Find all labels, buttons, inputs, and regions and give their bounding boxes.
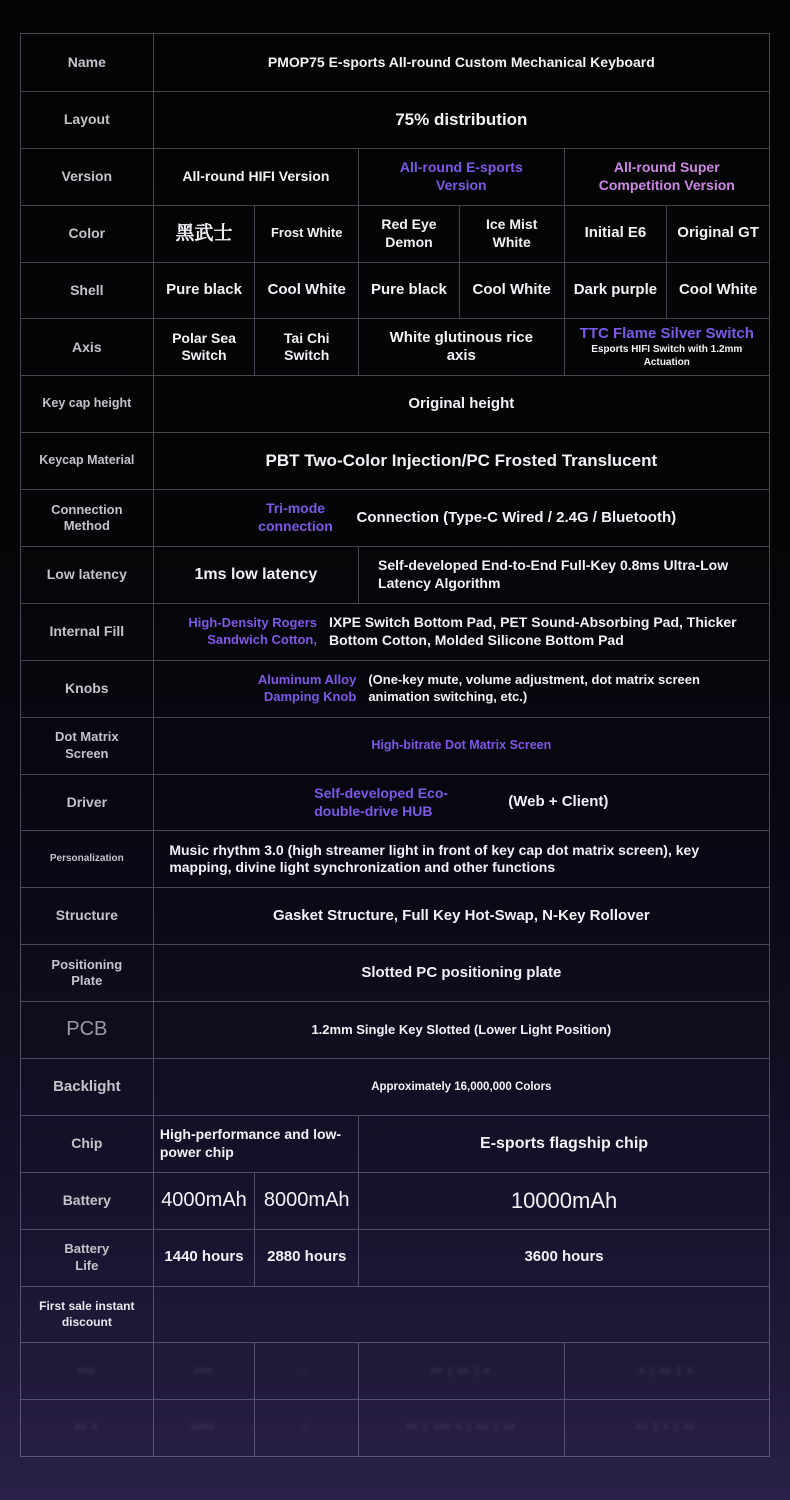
promo2-cell-34-blurred: ▪▪ | ▪▪▪ ▪ | ▪▪ | ▪▪ — [358, 1400, 563, 1456]
connection-text: Connection (Type-C Wired / 2.4G / Bluetooth) — [356, 508, 677, 526]
spec-row-positioning — [21, 944, 769, 1001]
driver-accent: Self-developed Eco-double-drive HUB — [314, 784, 449, 819]
shell-cell-4: Cool White — [459, 263, 564, 319]
row-label-name: Name — [67, 53, 106, 70]
spec-row-shell — [21, 262, 769, 319]
battery-life-cell-1: 1440 hours — [153, 1230, 255, 1286]
axis-cell-2: Tai Chi Switch — [254, 319, 358, 375]
spec-row-keycap-height — [21, 375, 769, 432]
shell-cell-5: Dark purple — [564, 263, 667, 319]
spec-row-driver — [21, 774, 769, 831]
color-cell-4: Ice Mist White — [459, 206, 564, 262]
spec-row-dot-matrix — [21, 717, 769, 774]
color-cell-1: 黑武士 — [153, 206, 255, 262]
knobs-accent: Aluminum Alloy Damping Knob — [257, 672, 357, 704]
shell-cell-6: Cool White — [666, 263, 769, 319]
shell-cell-3: Pure black — [358, 263, 459, 319]
spec-row-battery — [21, 1172, 769, 1229]
spec-row-promo-2 — [21, 1399, 769, 1456]
color-cell-3: Red Eye Demon — [358, 206, 459, 262]
name-value: PMOP75 E-sports All-round Custom Mechanical Keyboard — [153, 34, 769, 91]
row-label-structure: Structure — [55, 907, 118, 924]
row-label-chip: Chip — [71, 1135, 103, 1152]
connection-value — [153, 490, 769, 546]
spec-row-connection — [21, 489, 769, 546]
spec-row-low-latency — [21, 546, 769, 603]
spec-row-version — [21, 148, 769, 205]
spec-row-color — [21, 205, 769, 262]
knobs-value — [153, 661, 769, 717]
spec-row-name — [21, 34, 769, 91]
promo2-label-blurred: ▪▪ ▪ — [75, 1421, 99, 1434]
promo2-cell-2-blurred: – — [254, 1400, 358, 1456]
battery-life-cell-36: 3600 hours — [358, 1230, 769, 1286]
row-label-low-latency: Low latency — [46, 566, 127, 583]
internal-fill-value — [153, 604, 769, 660]
battery-cell-36: 10000mAh — [358, 1173, 769, 1229]
promo1-cell-1-blurred: ▪▪▪ — [153, 1343, 255, 1399]
axis-cell-34: White glutinous rice axis — [358, 319, 563, 375]
row-label-knobs: Knobs — [65, 679, 109, 696]
axis-ttc-subtext: Esports HIFI Switch with 1.2mm Actuation — [591, 344, 743, 368]
row-label-personalization: Personalization — [49, 853, 124, 865]
keycap-material-value: PBT Two-Color Injection/PC Frosted Translucent — [153, 433, 769, 489]
chip-cell-12: High-performance and low-power chip — [153, 1116, 358, 1172]
battery-cell-2: 8000mAh — [254, 1173, 358, 1229]
version-esports: All-round E-sports Version — [358, 149, 563, 205]
spec-row-knobs — [21, 660, 769, 717]
color-cell-6: Original GT — [666, 206, 769, 262]
version-super: All-round Super Competition Version — [564, 149, 769, 205]
row-label-color: Color — [68, 224, 106, 241]
version-hifi: All-round HIFI Version — [153, 149, 358, 205]
first-sale-value — [153, 1287, 769, 1343]
driver-value — [153, 775, 769, 831]
row-label-first-sale: First sale instant discount — [39, 1299, 135, 1329]
row-label-backlight: Backlight — [53, 1077, 121, 1095]
shell-cell-2: Cool White — [254, 263, 358, 319]
promo1-cell-56-blurred: ▪ | ▪▪ | ▪ — [564, 1343, 769, 1399]
knobs-text: (One-key mute, volume adjustment, dot matrix screen animation switching, etc.) — [368, 672, 700, 704]
backlight-value: Approximately 16,000,000 Colors — [153, 1059, 769, 1115]
keycap-height-value: Original height — [153, 376, 769, 432]
promo2-cell-56-blurred: ▪▪ | ▪ | ▪▪ — [564, 1400, 769, 1456]
row-label-connection: Connection Method — [51, 501, 123, 534]
color-cell-5: Initial E6 — [564, 206, 667, 262]
row-label-dot-matrix: Dot Matrix Screen — [55, 729, 119, 761]
row-label-keycap-material: Keycap Material — [39, 453, 135, 468]
spec-row-battery-life — [21, 1229, 769, 1286]
row-label-keycap-height: Key cap height — [42, 396, 132, 411]
dot-matrix-value: High-bitrate Dot Matrix Screen — [153, 718, 769, 774]
spec-row-layout — [21, 91, 769, 148]
positioning-value: Slotted PC positioning plate — [153, 945, 769, 1001]
personalization-value: Music rhythm 3.0 (high streamer light in front of key cap dot matrix screen), key mapping, divine light synchronization and other functions — [153, 831, 769, 887]
internal-fill-text: IXPE Switch Bottom Pad, PET Sound-Absorbing Pad, Thicker Bottom Cotton, Molded Silicone Bottom Pad — [329, 614, 737, 648]
spec-table — [20, 33, 770, 1457]
layout-value: 75% distribution — [153, 92, 769, 148]
spec-row-structure — [21, 887, 769, 944]
row-label-version: Version — [61, 167, 113, 184]
spec-row-personalization — [21, 830, 769, 887]
row-label-axis: Axis — [72, 338, 102, 355]
promo2-cell-1-blurred: ▪▪▪▪ — [153, 1400, 255, 1456]
spec-row-internal-fill — [21, 603, 769, 660]
structure-value: Gasket Structure, Full Key Hot-Swap, N-Key Rollover — [153, 888, 769, 944]
row-label-internal-fill: Internal Fill — [49, 623, 125, 640]
chip-cell-36: E-sports flagship chip — [358, 1116, 769, 1172]
row-label-driver: Driver — [66, 793, 108, 810]
shell-cell-1: Pure black — [153, 263, 255, 319]
internal-fill-accent: High-Density Rogers Sandwich Cotton, — [188, 615, 317, 647]
row-label-battery: Battery — [62, 1191, 111, 1208]
low-latency-cell-12: 1ms low latency — [153, 547, 358, 603]
battery-life-cell-2: 2880 hours — [254, 1230, 358, 1286]
spec-row-axis — [21, 318, 769, 375]
spec-row-pcb — [21, 1001, 769, 1058]
driver-text: (Web + Client) — [508, 793, 609, 811]
row-label-positioning: Positioning Plate — [51, 956, 123, 989]
row-label-shell: Shell — [70, 281, 104, 298]
spec-row-first-sale — [21, 1286, 769, 1343]
row-label-layout: Layout — [63, 111, 110, 128]
axis-cell-56 — [564, 319, 769, 375]
battery-cell-1: 4000mAh — [153, 1173, 255, 1229]
spec-row-keycap-material — [21, 432, 769, 489]
axis-ttc-switch: TTC Flame Silver Switch — [579, 325, 754, 343]
promo1-label-blurred: ▪▪▪ — [77, 1364, 96, 1377]
promo1-cell-34-blurred: ▪▪ | ▪▪ | ▪ — [358, 1343, 563, 1399]
color-cell-2: Frost White — [254, 206, 358, 262]
low-latency-cell-36: Self-developed End-to-End Full-Key 0.8ms Ultra-Low Latency Algorithm — [358, 547, 769, 603]
spec-row-chip — [21, 1115, 769, 1172]
pcb-value: 1.2mm Single Key Slotted (Lower Light Position) — [153, 1002, 769, 1058]
row-label-battery-life: Battery Life — [64, 1241, 110, 1273]
spec-row-promo-1 — [21, 1342, 769, 1399]
connection-accent: Tri-mode connection — [258, 500, 333, 535]
spec-row-backlight — [21, 1058, 769, 1115]
axis-cell-1: Polar Sea Switch — [153, 319, 255, 375]
row-label-pcb: PCB — [66, 1018, 108, 1041]
promo1-cell-2-blurred: – — [254, 1343, 358, 1399]
